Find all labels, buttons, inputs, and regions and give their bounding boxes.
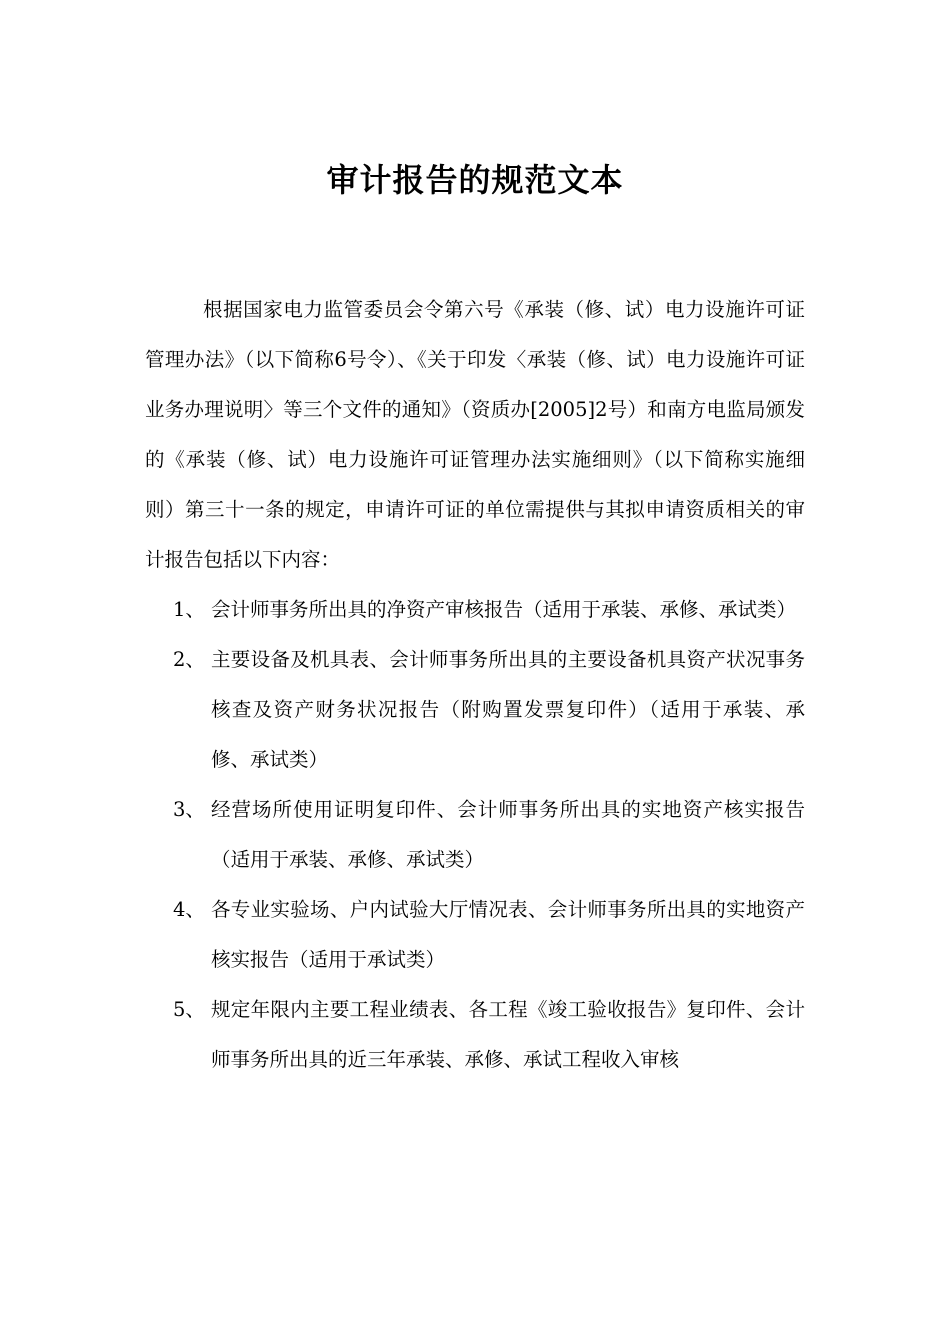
list-item bbox=[145, 785, 805, 885]
list-item-number: 2、 bbox=[173, 648, 205, 671]
document-body bbox=[145, 285, 805, 1085]
list-item bbox=[145, 635, 805, 785]
list-item-text: 会计师事务所出具的净资产审核报告（适用于承装、承修、承试类） bbox=[211, 598, 797, 621]
list-item bbox=[145, 885, 805, 985]
list-item bbox=[145, 585, 805, 635]
list-item bbox=[145, 985, 805, 1085]
requirements-list bbox=[145, 585, 805, 1085]
intro-paragraph: 根据国家电力监管委员会令第六号《承装（修、试）电力设施许可证管理办法》（以下简称6号令）、《关于印发〈承装（修、试）电力设施许可证业务办理说明〉等三个文件的通知》（资质办[2005]2号）和南方电监局颁发的《承装（修、试）电力设施许可证管理办法实施细则》（以下简称实施细则）第三十一条的规定，申请许可证的单位需提供与其拟申请资质相关的审计报告包括以下内容： bbox=[145, 298, 805, 571]
list-item-number: 1、 bbox=[173, 598, 205, 621]
list-item-number: 4、 bbox=[173, 898, 205, 921]
list-item-text: 经营场所使用证明复印件、会计师事务所出具的实地资产核实报告（适用于承装、承修、承试类） bbox=[211, 798, 805, 871]
document-title: 审计报告的规范文本 bbox=[326, 161, 624, 199]
list-item-text: 各专业实验场、户内试验大厅情况表、会计师事务所出具的实地资产核实报告（适用于承试类） bbox=[211, 898, 805, 971]
list-item-text: 规定年限内主要工程业绩表、各工程《竣工验收报告》复印件、会计师事务所出具的近三年承装、承修、承试工程收入审核 bbox=[211, 998, 805, 1071]
list-item-text: 主要设备及机具表、会计师事务所出具的主要设备机具资产状况事务核查及资产财务状况报告（附购置发票复印件）（适用于承装、承修、承试类） bbox=[211, 648, 805, 771]
list-item-number: 3、 bbox=[173, 798, 205, 821]
list-item-number: 5、 bbox=[173, 998, 205, 1021]
